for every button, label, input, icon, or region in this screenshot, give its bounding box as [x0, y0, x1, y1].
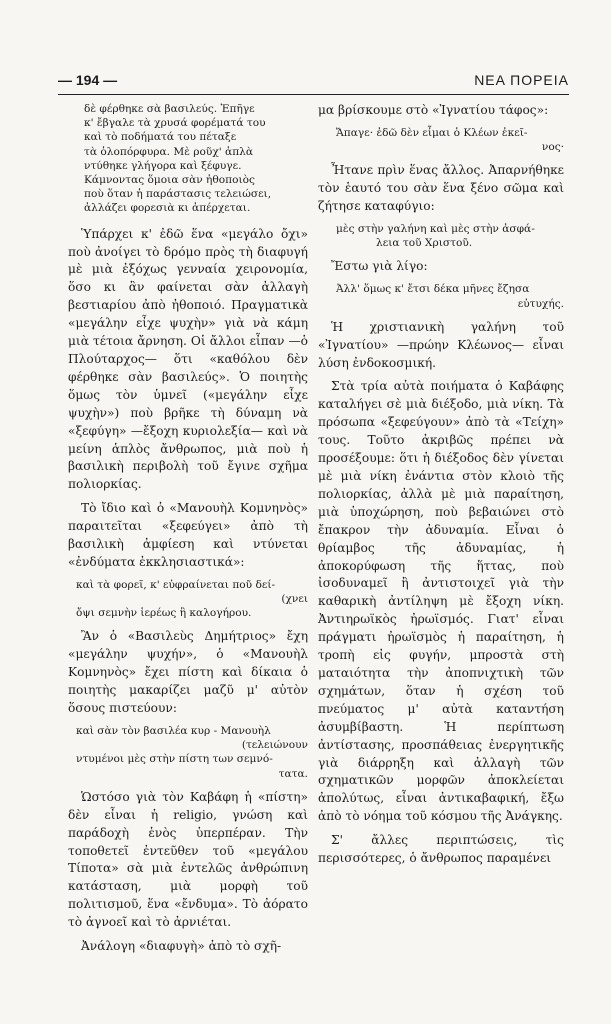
verse-line: δὲ φέρθηκε σὰ βασιλεύς. Ἐπῆγε	[84, 103, 255, 115]
verse-line: καὶ σὰν τὸν βασιλέα κυρ - Μανουὴλ	[76, 724, 271, 737]
left-column	[68, 102, 308, 962]
verse-line: μὲς στὴν γαλήνη καὶ μὲς στὴν ἀσφά-	[336, 223, 535, 236]
body-paragraph: Ἂν ὁ «Βασιλεὺς Δημήτριος» ἔχη «μεγάλην ψυχήν», ὁ «Μανουὴλ Κομνηνὸς» ἔχει πίστη καὶ δίκαια ὁ ποιητὴς μακαρίζει μαζῦ μ' αὐτὸν ὅσους πιστεύουν:	[68, 629, 308, 716]
verse-line: τὰ ὁλοπόρφυρα. Μὲ ροῦχ' ἁπλὰ	[84, 145, 254, 158]
body-paragraph: Ἦτανε πρὶν ἕνας ἄλλος. Ἀπαρνήθηκε τὸν ἑαυτό του σὰν ἕνα ξένο σῶμα καὶ ζήτησε καταφύγιο:	[318, 163, 564, 214]
page-number: — 194 —	[58, 72, 118, 88]
page-header	[58, 70, 569, 95]
verse-line: ποὺ ὅταν ἡ παράστασις τελειώσει,	[84, 188, 272, 201]
verse-line: ἀλλάζει φορεσιὰ κι ἀπέρχεται.	[84, 202, 251, 215]
verse-line: ὄψι σεμνὴν ἱερέως ἢ καλογήρου.	[76, 607, 252, 620]
body-paragraph: Σ' ἄλλες περιπτώσεις, τὶς περισσότερες, ὁ ἄνθρωπος παραμένει	[318, 833, 564, 866]
poem-quote	[336, 222, 564, 250]
verse-line: καὶ τὰ φορεῖ, κ' εὐφραίνεται ποῦ δεί-	[76, 578, 276, 591]
body-paragraph: Στὰ τρία αὐτὰ ποιήματα ὁ Καβάφης καταλήγει σὲ μιὰ διέξοδο, μιὰ νίκη. Τὰ πρόσωπα «ξεφεύγουν» ἀπὸ τὰ «Τείχη» τους. Τοῦτο ἀκριβῶς πρέπει νὰ προσέξουμε: ὅτι ἡ διέξοδος δὲν γίνεται μὲ μιὰ νίκη ἐνάντια στὸν κλοιὸ τῆς πολιορκίας, ἀλλὰ μὲ μιὰ παραίτηση, μιὰ ὑποχώρηση, ποὺ βεβαιώνει στὸ ἔπακρον τὴν ἀδυναμία. Εἶναι ὁ θρίαμβος τῆς ἀδυναμίας, ἡ ἀποκορύφωση τῆς ἥττας, ποὺ ἰσοδυναμεῖ ἢ ἀντιστοιχεῖ γιὰ τὴν καθαρικὴ ἀντίληψη μὲ ἔξοχη νίκη. Ἀντιηρωϊκὸς ἠρωϊσμός. Γιατ' εἶναι πράγματι ἠρωϊσμὸς ἡ παραίτηση, ἡ τροπὴ εἰς φυγήν, μπροστὰ στὴ ματαιότητα τὴν ἀποπνιχτικὴ τῶν σχημάτων, ὅταν ἡ σχέση τοῦ πνεύματος μ' αὐτὰ καταντήση ἀσυμβίβαστη. Ἡ περίπτωση ἀντίστασης, προσπάθειας ἐνεργητικῆς γιὰ διάρρηξη καὶ ἀλλαγὴ τῶν σχηματικῶν μορφῶν ἀποκλείεται ἀπολύτως, εἶναι ἀντικαβαφική, ἔξω ἀπὸ τὸ νόημα τοῦ κόσμου τῆς Ἀνάγκης.	[318, 379, 564, 824]
verse-line: Ἀλλ' ὅμως κ' ἔτσι δέκα μῆνες ἔζησα	[336, 283, 530, 296]
verse-line-continuation: (χνει	[281, 593, 308, 606]
body-paragraph: Ἀνάλογη «διαφυγὴ» ἀπὸ τὸ σχῆ-	[81, 939, 282, 954]
body-paragraph: Ἔστω γιὰ λίγο:	[331, 259, 428, 274]
verse-line-continuation: εὐτυχής.	[517, 297, 564, 310]
verse-line: ντυμένοι μὲς στὴν πίστη των σεμνό-	[76, 753, 273, 766]
body-paragraph: μα βρίσκουμε στὸ «Ἰγνατίου τάφος»:	[318, 103, 549, 117]
verse-line: καὶ τὸ ποδήματά του πέταξε	[84, 131, 237, 144]
verse-line: Ἄπαγε· ἐδῶ δὲν εἶμαι ὁ Κλέων ἐκεῖ-	[336, 126, 528, 139]
journal-title: ΝΕΑ ΠΟΡΕΙΑ	[474, 72, 569, 88]
verse-line-continuation: (τελειώνουν	[241, 739, 308, 752]
body-paragraph: Ὑπάρχει κ' ἐδῶ ἕνα «μεγάλο ὄχι» ποὺ ἀνοίγει τὸ δρόμο πρὸς τὴ διαφυγή μὲ μιὰ ἐξόχως γενναία χειρονομία, ὅσο κι ἂν φαίνεται σὰν ἀλλαγὴ βεστιαρίου ἀπὸ ἠθοποιό. Πραγματικὰ «μεγάλην εἶχε ψυχὴν» γιὰ νὰ κάμη μιὰ τέτοια ἄρνηση. Οἱ ἄλλοι εἶπαν —ὁ Πλούταρχος— ὅτι «καθόλου δὲν φέρθηκε σὰν βασιλεύς». Ὁ ποιητὴς ὅμως τὸν ὑμνεῖ («μεγάλην εἶχε ψυχὴν») ποὺ βρῆκε τὴ δύναμη νὰ «ξεφύγη» —ἔξοχη κυριολεξία— καὶ νὰ μείνη ἁπλὸς ἄνθρωπος, μιὰ ποὺ ἡ βασιλικὴ περιβολὴ τοῦ ἔγινε σχῆμα πολιορκίας.	[68, 226, 308, 492]
body-paragraph: Ὡστόσο γιὰ τὸν Καβάφη ἡ «πίστη» δὲν εἶναι ἡ religio, γνώση καὶ παράδοχὴ ἑνὸς ὑπερπέραν. Τὴν τοποθετεῖ ἐντεῦθεν τοῦ «μεγάλου Τίποτα» σὰ μιὰ ἐντελῶς ἀνθρώπινη κατάσταση, μιὰ μορφὴ τοῦ πολιτισμοῦ, ἕνα «ἔνδυμα». Τὸ ἀόρατο τὸ ἀγνοεῖ καὶ τὸ ἀρνιέται.	[68, 789, 308, 930]
verse-line: κ' ἔβγαλε τὰ χρυσά φορέματά του	[84, 117, 266, 130]
poem-quote	[336, 282, 564, 310]
body-paragraph: Ἡ χριστιανικὴ γαλήνη τοῦ «Ἰγνατίου» —πρώην Κλέωνος— εἶναι λύση ἐνδοκοσμική.	[318, 319, 564, 370]
body-paragraph: Τὸ ἴδιο καὶ ὁ «Μανουὴλ Κομνηνὸς» παραιτεῖται «ξεφεύγει» ἀπὸ τὴ βασιλικὴ ἀμφίεση καὶ ντύνεται «ἐνδύματα ἐκκλησιαστικά»:	[68, 501, 308, 569]
poem-quote	[76, 578, 308, 621]
poem-quote	[76, 724, 308, 781]
verse-line-continuation: λεια τοῦ Χριστοῦ.	[376, 237, 473, 250]
poem-quote	[336, 126, 564, 154]
poem-quote	[84, 102, 308, 216]
verse-line-continuation: τατα.	[278, 767, 308, 780]
verse-line: Κάμνοντας ὅμοια σὰν ἠθοποιὸς	[84, 174, 255, 187]
verse-line-continuation: νος·	[541, 141, 564, 154]
right-column	[318, 102, 564, 874]
verse-line: ντύθηκε γλήγορα καὶ ξέφυγε.	[84, 159, 242, 172]
